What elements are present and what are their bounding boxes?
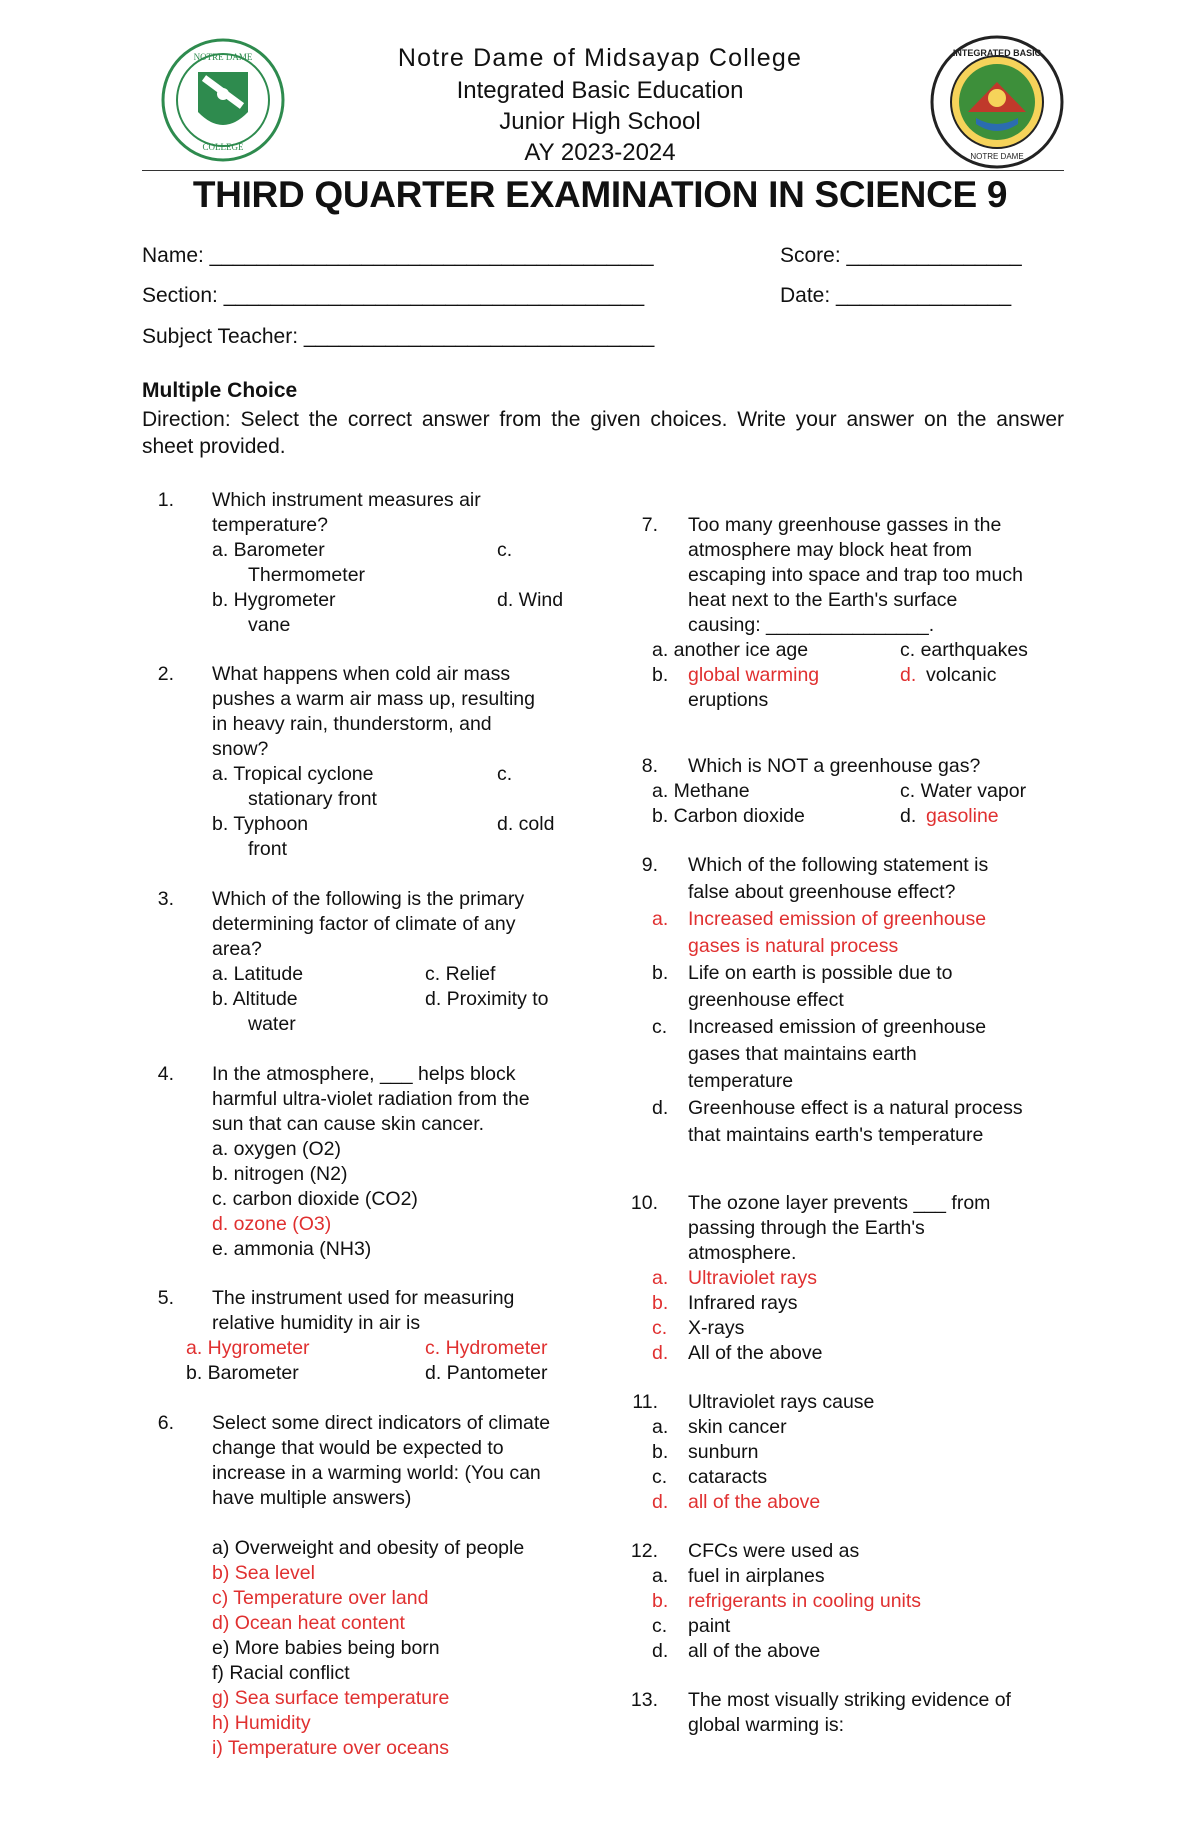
svg-text:NOTRE DAME: NOTRE DAME bbox=[193, 52, 253, 62]
q3-option-a[interactable]: a. Latitude bbox=[212, 963, 304, 985]
svg-text:COLLEGE: COLLEGE bbox=[202, 142, 244, 152]
q6-option-a[interactable]: a) Overweight and obesity of people bbox=[212, 1537, 525, 1559]
q6-option-c-answer[interactable]: c) Temperature over land bbox=[212, 1587, 429, 1609]
q9-option-a-text: Increased emission of greenhouse bbox=[688, 908, 987, 930]
q9-option-a-answer[interactable]: a. bbox=[652, 908, 669, 930]
q9-option-a-text-2: gases is natural process bbox=[688, 935, 899, 957]
q9-option-c-text: Increased emission of greenhouse bbox=[688, 1016, 987, 1038]
q10-option-b-text: Infrared rays bbox=[688, 1292, 798, 1314]
svg-text:NOTRE DAME: NOTRE DAME bbox=[970, 152, 1024, 161]
q12-option-b-answer: refrigerants in cooling units bbox=[688, 1590, 922, 1612]
q1-option-d[interactable]: d. Wind bbox=[497, 589, 564, 611]
q2-option-c-text: stationary front bbox=[248, 788, 377, 810]
section-heading: Multiple Choice bbox=[142, 379, 298, 402]
header-divider bbox=[142, 170, 1064, 171]
q8-option-c[interactable]: c. Water vapor bbox=[900, 780, 1027, 802]
q9-option-b-text-2: greenhouse effect bbox=[688, 989, 844, 1011]
q9-option-d-text: Greenhouse effect is a natural process bbox=[688, 1097, 1023, 1119]
q6-option-f[interactable]: f) Racial conflict bbox=[212, 1662, 350, 1684]
q3-option-b[interactable]: b. Altitude bbox=[212, 988, 298, 1010]
q3-option-d[interactable]: d. Proximity to bbox=[425, 988, 549, 1010]
q2-option-a[interactable]: a. Tropical cyclone bbox=[212, 763, 374, 785]
exam-title: THIRD QUARTER EXAMINATION IN SCIENCE 9 bbox=[192, 174, 1008, 215]
name-field[interactable]: Name: ______________________________________ bbox=[142, 244, 654, 267]
q12-option-a-text: fuel in airplanes bbox=[688, 1565, 825, 1587]
q2-option-b[interactable]: b. Typhoon bbox=[212, 813, 309, 835]
q9-option-d[interactable]: d. bbox=[652, 1097, 669, 1119]
q9-option-d-text-2: that maintains earth's temperature bbox=[688, 1124, 984, 1146]
q5-option-d[interactable]: d. Pantometer bbox=[425, 1362, 548, 1384]
q12-option-d[interactable]: d. bbox=[652, 1640, 669, 1662]
q11-option-c-text: cataracts bbox=[688, 1466, 768, 1488]
q6-option-g-answer[interactable]: g) Sea surface temperature bbox=[212, 1687, 450, 1709]
q5-option-c-label: c. Hydrometer bbox=[425, 1337, 548, 1359]
direction-text: Direction: Select the correct answer from the given choices. Write your answer on the answer sheet provided. bbox=[142, 408, 1064, 458]
q7-option-d-text-2: eruptions bbox=[688, 689, 769, 711]
q11-option-d-answer: all of the above bbox=[688, 1491, 821, 1513]
q7-option-b[interactable]: b. bbox=[652, 664, 669, 686]
q7-option-c[interactable]: c. earthquakes bbox=[900, 639, 1028, 661]
q12-option-b[interactable]: b. bbox=[652, 1590, 669, 1612]
q6-option-e[interactable]: e) More babies being born bbox=[212, 1637, 440, 1659]
department: Integrated Basic Education bbox=[456, 77, 744, 104]
q12-option-d-text: all of the above bbox=[688, 1640, 821, 1662]
q10-option-a[interactable]: a. bbox=[652, 1267, 669, 1289]
q7-option-b-answer: global warming bbox=[688, 664, 820, 686]
q6-option-i-answer[interactable]: i) Temperature over oceans bbox=[212, 1737, 450, 1759]
q4-option-e[interactable]: e. ammonia (NH3) bbox=[212, 1238, 372, 1260]
q10-option-d-text: All of the above bbox=[688, 1342, 823, 1364]
q4-option-d-answer[interactable]: d. ozone (O3) bbox=[212, 1213, 332, 1235]
q11-option-b[interactable]: b. bbox=[652, 1441, 669, 1463]
q9-option-c-text-2: gases that maintains earth bbox=[688, 1043, 917, 1065]
q2-option-d-text: front bbox=[248, 838, 288, 860]
date-field[interactable]: Date: _______________ bbox=[780, 284, 1012, 307]
q1-option-c[interactable]: c. bbox=[497, 539, 513, 561]
school-name: Notre Dame of Midsayap College bbox=[397, 44, 803, 72]
q6-option-b-answer[interactable]: b) Sea level bbox=[212, 1562, 315, 1584]
q10-option-c-text: X-rays bbox=[688, 1317, 745, 1339]
q11-option-a[interactable]: a. bbox=[652, 1416, 669, 1438]
q1-option-b[interactable]: b. Hygrometer bbox=[212, 589, 336, 611]
academic-year: AY 2023-2024 bbox=[524, 139, 676, 166]
q2-option-d[interactable]: d. cold bbox=[497, 813, 555, 835]
q4-option-a[interactable]: a. oxygen (O2) bbox=[212, 1138, 341, 1160]
svg-text:INTEGRATED BASIC: INTEGRATED BASIC bbox=[952, 48, 1042, 58]
q12-option-a[interactable]: a. bbox=[652, 1565, 669, 1587]
q6-option-d-answer[interactable]: d) Ocean heat content bbox=[212, 1612, 405, 1634]
q9-option-b-text: Life on earth is possible due to bbox=[688, 962, 953, 984]
q8-option-a[interactable]: a. Methane bbox=[652, 780, 750, 802]
school-level: Junior High School bbox=[499, 108, 701, 135]
section-field[interactable]: Section: ____________________________________ bbox=[142, 284, 645, 307]
q3-option-c[interactable]: c. Relief bbox=[425, 963, 496, 985]
q5-option-b[interactable]: b. Barometer bbox=[186, 1362, 299, 1384]
teacher-field[interactable]: Subject Teacher: ______________________________ bbox=[142, 325, 655, 348]
score-field[interactable]: Score: _______________ bbox=[780, 244, 1022, 267]
q12-option-c-text: paint bbox=[688, 1615, 731, 1637]
q4-option-c[interactable]: c. carbon dioxide (CO2) bbox=[212, 1188, 418, 1210]
q12-option-c[interactable]: c. bbox=[652, 1615, 668, 1637]
q5-option-c[interactable] bbox=[425, 1336, 547, 1361]
q6-option-h-answer[interactable]: h) Humidity bbox=[212, 1712, 311, 1734]
q1-option-d-text: vane bbox=[248, 614, 291, 636]
q11-option-b-text: sunburn bbox=[688, 1441, 759, 1463]
q8-option-b[interactable]: b. Carbon dioxide bbox=[652, 805, 805, 827]
q9-option-c[interactable]: c. bbox=[652, 1016, 668, 1038]
q8-option-d-answer: gasoline bbox=[926, 805, 999, 827]
q11-option-c[interactable]: c. bbox=[652, 1466, 668, 1488]
q9-option-b[interactable]: b. bbox=[652, 962, 669, 984]
q10-option-d[interactable]: d. bbox=[652, 1342, 669, 1364]
q8-option-d[interactable]: d. bbox=[900, 805, 917, 827]
q7-option-a[interactable]: a. another ice age bbox=[652, 639, 809, 661]
q1-option-c-text: Thermometer bbox=[248, 564, 366, 586]
q10-option-a-answer: Ultraviolet rays bbox=[688, 1267, 817, 1289]
q4-option-b[interactable]: b. nitrogen (N2) bbox=[212, 1163, 348, 1185]
q5-option-a-answer[interactable]: a. Hygrometer bbox=[186, 1337, 310, 1359]
q9-option-c-text-3: temperature bbox=[688, 1070, 794, 1092]
q7-option-d[interactable]: d. bbox=[900, 664, 917, 686]
q10-option-c[interactable]: c. bbox=[652, 1317, 668, 1339]
q3-option-d-text: water bbox=[248, 1013, 296, 1035]
q7-option-d-text: volcanic bbox=[926, 664, 997, 686]
q1-option-a[interactable]: a. Barometer bbox=[212, 539, 325, 561]
q11-option-d[interactable]: d. bbox=[652, 1491, 669, 1513]
q11-option-a-text: skin cancer bbox=[688, 1416, 787, 1438]
q10-option-b[interactable]: b. bbox=[652, 1292, 669, 1314]
q2-option-c[interactable]: c. bbox=[497, 763, 513, 785]
